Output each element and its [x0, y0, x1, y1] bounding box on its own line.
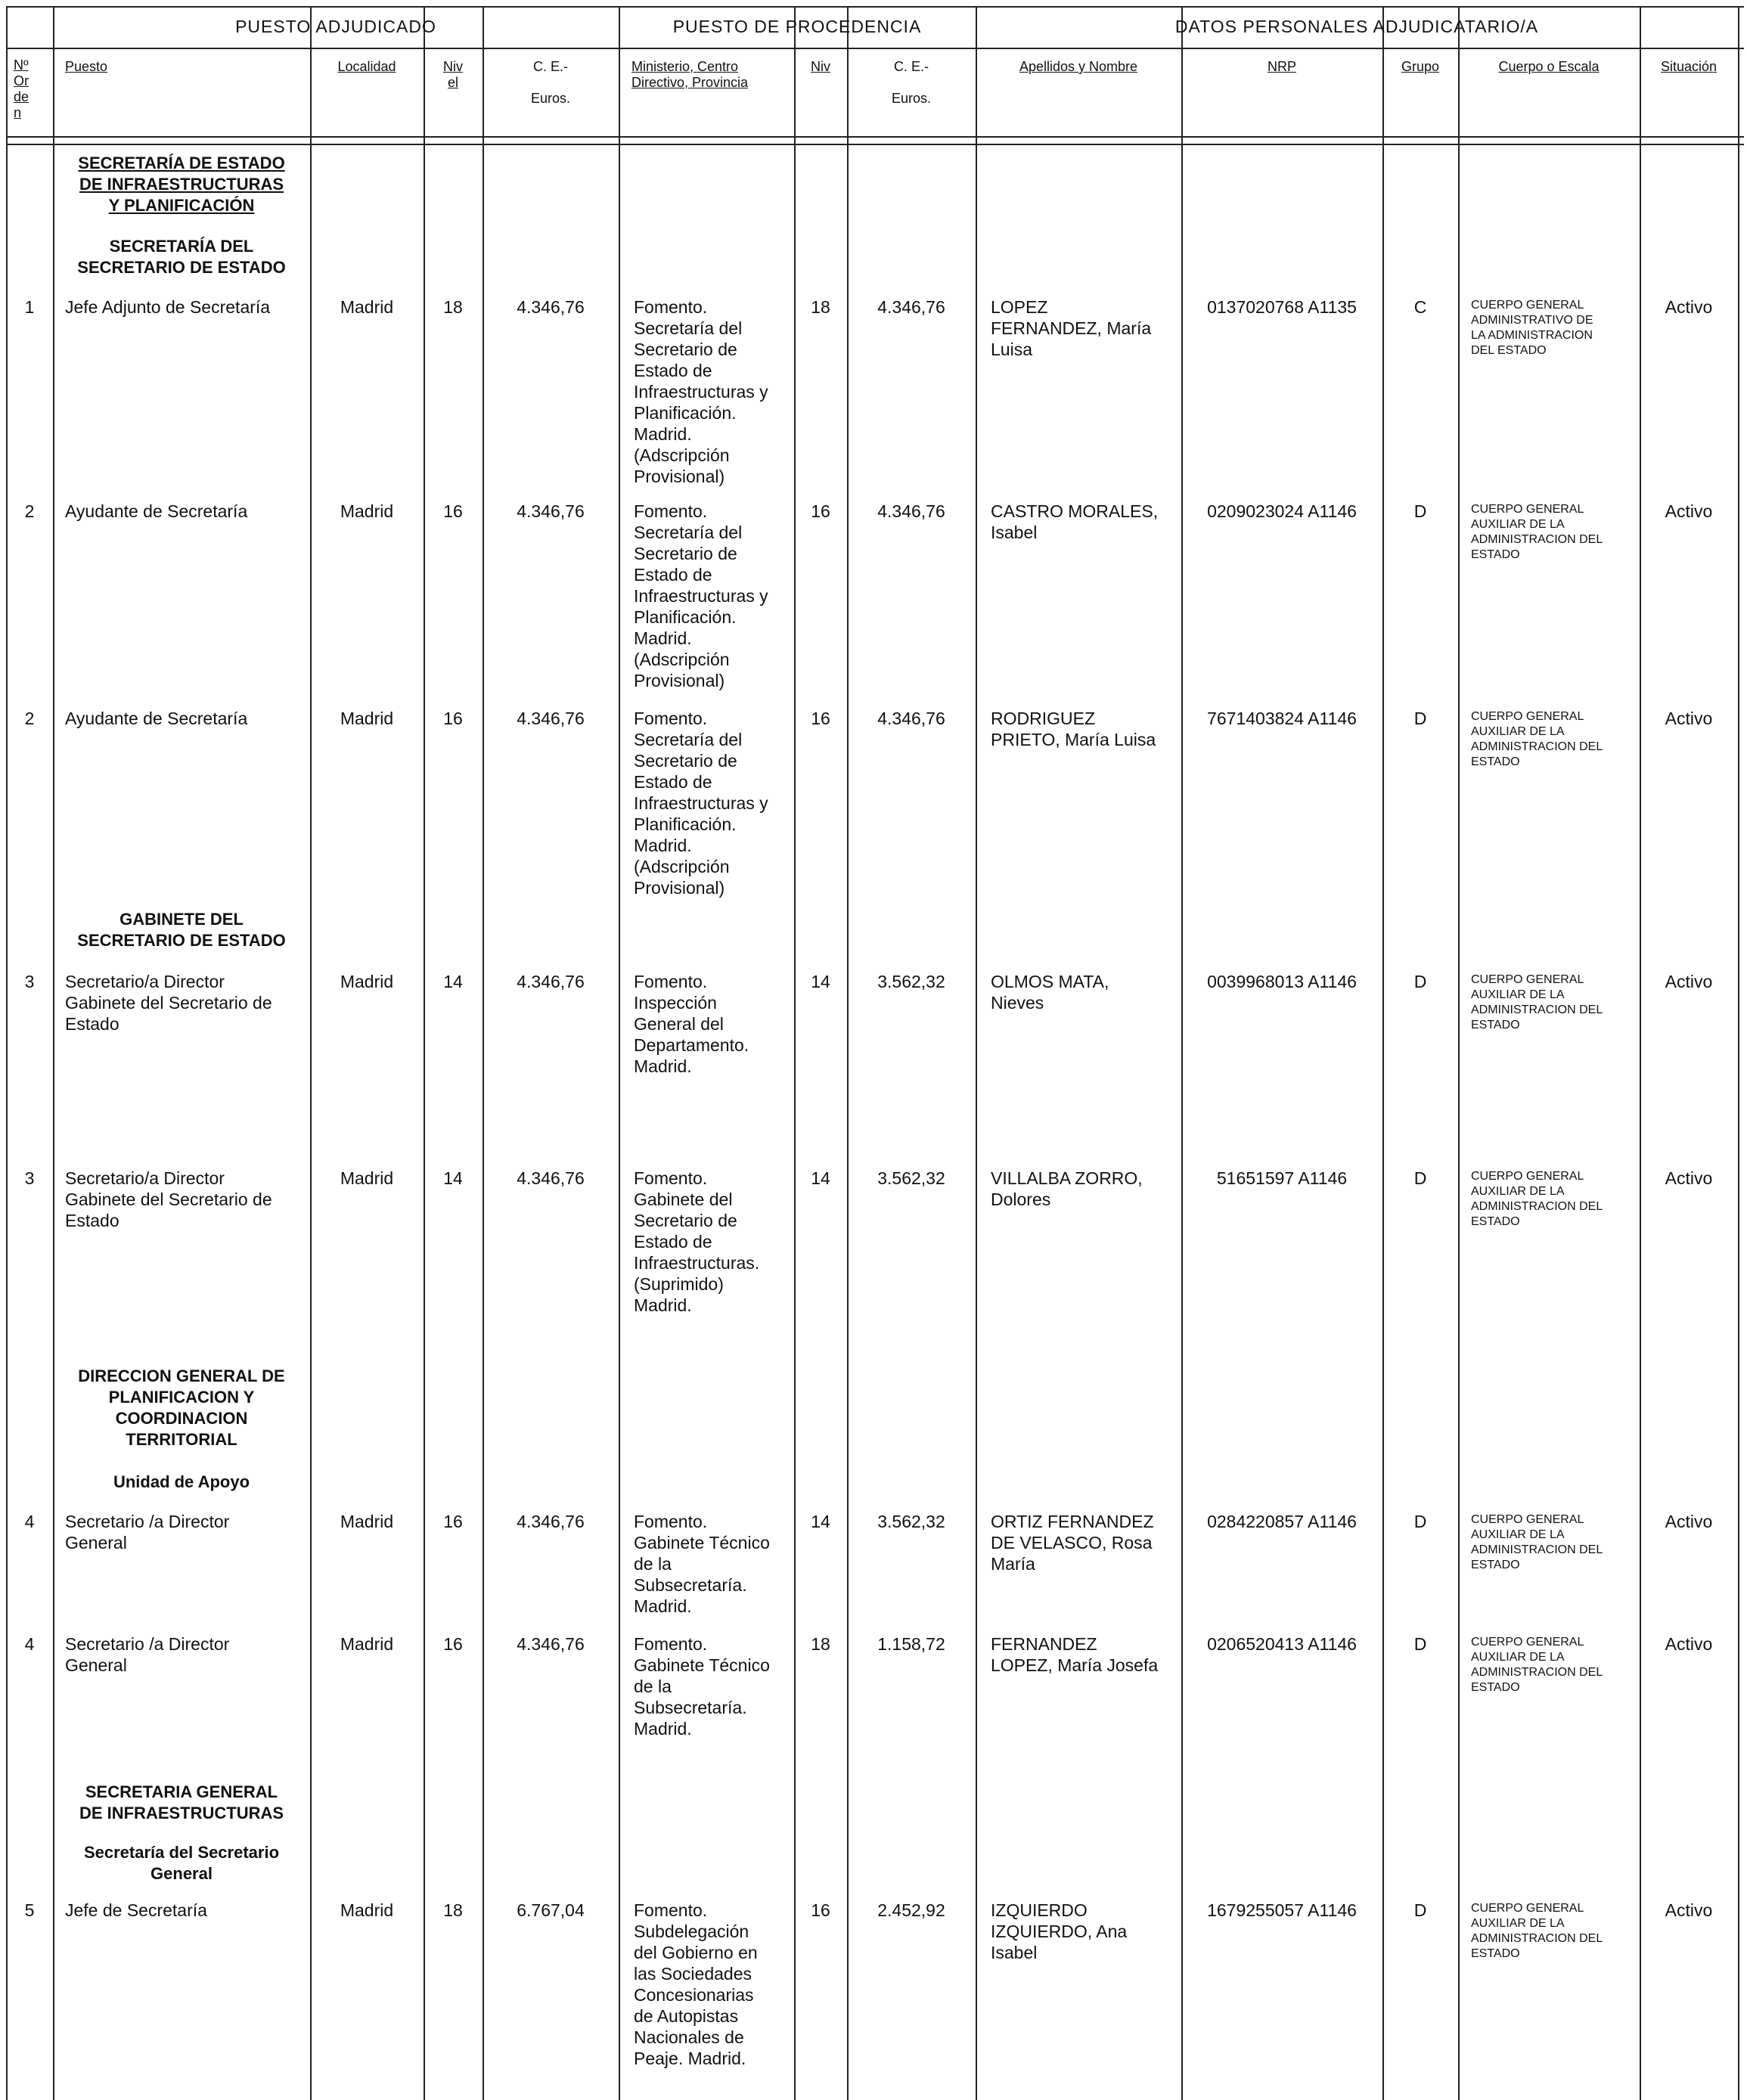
- col-border: [1382, 6, 1384, 2100]
- cell-ce2: 3.562,32: [877, 972, 945, 991]
- cell-grupo: D: [1413, 1168, 1427, 1188]
- cell-orden: 3: [24, 972, 35, 991]
- cell-localidad: Madrid: [340, 1634, 394, 1654]
- col-border: [1738, 6, 1739, 2100]
- column-header-ministerio: Ministerio, Centro Directivo, Provincia: [631, 59, 749, 90]
- column-header-niv: Niv: [811, 59, 830, 74]
- cell-puesto: Ayudante de Secretaría: [65, 501, 248, 521]
- group-header-procedencia: PUESTO DE PROCEDENCIA: [672, 17, 922, 36]
- cell-situacion: Activo: [1665, 709, 1713, 728]
- col-border: [1181, 6, 1183, 2100]
- section-heading: SECRETARIA GENERAL DE INFRAESTRUCTURAS: [79, 1782, 284, 1822]
- cell-localidad: Madrid: [340, 501, 394, 521]
- cell-niv: 18: [811, 1634, 830, 1654]
- cell-puesto: Secretario /a Director General: [65, 1512, 230, 1553]
- cell-ministerio: Fomento. Subdelegación del Gobierno en las Sociedades Concesionarias de Autopistas Nacionales de Peaje. Madrid.: [634, 1900, 758, 2068]
- cell-grupo: D: [1413, 1634, 1427, 1654]
- cell-grupo: C: [1413, 297, 1427, 317]
- section-heading: SECRETARÍA DEL SECRETARIO DE ESTADO: [77, 237, 286, 277]
- cell-ce2: 4.346,76: [877, 501, 945, 521]
- rule-top: [6, 6, 1744, 8]
- cell-cuerpo: CUERPO GENERAL ADMINISTRATIVO DE LA ADMINISTRACION DEL ESTADO: [1471, 299, 1593, 357]
- cell-cuerpo: CUERPO GENERAL AUXILIAR DE LA ADMINISTRACION DEL ESTADO: [1471, 1636, 1603, 1694]
- cell-orden: 4: [24, 1634, 35, 1654]
- cell-niv: 14: [811, 972, 830, 991]
- cell-ce: 4.346,76: [517, 1512, 585, 1531]
- cell-ce: 4.346,76: [517, 1168, 585, 1188]
- section-heading: DIRECCION GENERAL DE PLANIFICACION Y COORDINACION TERRITORIAL: [78, 1366, 285, 1449]
- cell-ce: 4.346,76: [517, 501, 585, 521]
- cell-cuerpo: CUERPO GENERAL AUXILIAR DE LA ADMINISTRACION DEL ESTADO: [1471, 710, 1603, 768]
- cell-localidad: Madrid: [340, 1512, 394, 1531]
- cell-nrp: 1679255057 A1146: [1207, 1900, 1357, 1920]
- cell-orden: 2: [24, 501, 35, 521]
- column-header-grupo: Grupo: [1401, 59, 1440, 74]
- cell-niv: 16: [811, 1900, 830, 1920]
- cell-grupo: D: [1413, 1900, 1427, 1920]
- column-header-apellidos: Apellidos y Nombre: [1019, 59, 1138, 74]
- cell-nrp: 7671403824 A1146: [1207, 709, 1357, 728]
- cell-apellidos: VILLALBA ZORRO, Dolores: [991, 1168, 1143, 1209]
- cell-grupo: D: [1413, 709, 1427, 728]
- rule-body-top: [6, 144, 1744, 145]
- cell-nrp: 0209023024 A1146: [1207, 501, 1357, 521]
- cell-puesto: Secretario/a Director Gabinete del Secretario de Estado: [65, 972, 272, 1034]
- cell-ce2: 2.452,92: [877, 1900, 945, 1920]
- cell-apellidos: CASTRO MORALES, Isabel: [991, 501, 1159, 542]
- cell-apellidos: OLMOS MATA, Nieves: [991, 972, 1109, 1013]
- cell-orden: 5: [24, 1900, 35, 1920]
- rule-group-header: [6, 48, 1744, 49]
- column-header-cuerpo: Cuerpo o Escala: [1498, 59, 1600, 74]
- cell-apellidos: ORTIZ FERNANDEZ DE VELASCO, Rosa María: [991, 1512, 1154, 1574]
- cell-localidad: Madrid: [340, 972, 394, 991]
- cell-ce: 4.346,76: [517, 972, 585, 991]
- cell-puesto: Jefe de Secretaría: [65, 1900, 207, 1920]
- cell-puesto: Secretario/a Director Gabinete del Secretario de Estado: [65, 1168, 272, 1230]
- cell-nrp: 51651597 A1146: [1216, 1168, 1348, 1188]
- cell-ministerio: Fomento. Secretaría del Secretario de Estado de Infraestructuras y Planificación. Madrid. (Adscripción Provisional): [634, 709, 768, 898]
- cell-apellidos: FERNANDEZ LOPEZ, María Josefa: [991, 1634, 1159, 1675]
- cell-grupo: D: [1413, 1512, 1427, 1531]
- cell-nrp: 0137020768 A1135: [1207, 297, 1357, 317]
- cell-situacion: Activo: [1665, 972, 1713, 991]
- cell-nivel: 16: [443, 709, 463, 728]
- group-header-adjudicado: PUESTO ADJUDICADO: [235, 17, 436, 36]
- cell-orden: 1: [24, 297, 35, 317]
- cell-puesto: Ayudante de Secretaría: [65, 709, 248, 728]
- cell-ce2: 1.158,72: [877, 1634, 945, 1654]
- cell-niv: 14: [811, 1168, 830, 1188]
- cell-nivel: 16: [443, 1512, 463, 1531]
- cell-situacion: Activo: [1665, 1900, 1713, 1920]
- col-border: [619, 6, 620, 2100]
- cell-ministerio: Fomento. Inspección General del Departamento. Madrid.: [634, 972, 749, 1076]
- cell-nivel: 16: [443, 1634, 463, 1654]
- cell-ce2: 3.562,32: [877, 1512, 945, 1531]
- cell-nivel: 16: [443, 501, 463, 521]
- cell-cuerpo: CUERPO GENERAL AUXILIAR DE LA ADMINISTRACION DEL ESTADO: [1471, 1513, 1603, 1571]
- cell-niv: 16: [811, 501, 830, 521]
- cell-cuerpo: CUERPO GENERAL AUXILIAR DE LA ADMINISTRACION DEL ESTADO: [1471, 1902, 1603, 1960]
- cell-ministerio: Fomento. Secretaría del Secretario de Estado de Infraestructuras y Planificación. Madrid. (Adscripción Provisional): [634, 297, 768, 486]
- section-heading: Secretaría del Secretario General: [83, 1843, 280, 1883]
- cell-grupo: D: [1413, 501, 1427, 521]
- col-border: [976, 6, 977, 2100]
- cell-apellidos: RODRIGUEZ PRIETO, María Luisa: [991, 709, 1156, 749]
- cell-nivel: 14: [443, 1168, 463, 1188]
- cell-ce: 6.767,04: [517, 1900, 585, 1920]
- cell-ce: 4.346,76: [517, 297, 585, 317]
- cell-orden: 3: [24, 1168, 35, 1188]
- cell-ce2: 4.346,76: [877, 297, 945, 317]
- cell-situacion: Activo: [1665, 1634, 1713, 1654]
- column-header-ce: C. E.- Euros.: [530, 59, 571, 106]
- cell-ce2: 3.562,32: [877, 1168, 945, 1188]
- cell-nivel: 14: [443, 972, 463, 991]
- col-border: [1458, 6, 1460, 2100]
- col-border: [847, 6, 849, 2100]
- cell-localidad: Madrid: [340, 1900, 394, 1920]
- cell-cuerpo: CUERPO GENERAL AUXILIAR DE LA ADMINISTRACION DEL ESTADO: [1471, 1170, 1603, 1228]
- cell-niv: 14: [811, 1512, 830, 1531]
- cell-nrp: 0206520413 A1146: [1207, 1634, 1357, 1654]
- cell-niv: 18: [811, 297, 830, 317]
- cell-situacion: Activo: [1665, 501, 1713, 521]
- cell-apellidos: LOPEZ FERNANDEZ, María Luisa: [991, 297, 1152, 359]
- column-header-nivel: Niv el: [443, 59, 463, 90]
- cell-nrp: 0284220857 A1146: [1207, 1512, 1357, 1531]
- col-border: [310, 6, 312, 2100]
- cell-situacion: Activo: [1665, 1512, 1713, 1531]
- section-heading: Unidad de Apoyo: [113, 1472, 250, 1491]
- column-header-ce2: C. E.- Euros.: [891, 59, 932, 106]
- section-heading: GABINETE DEL SECRETARIO DE ESTADO: [77, 910, 286, 950]
- cell-situacion: Activo: [1665, 1168, 1713, 1188]
- cell-localidad: Madrid: [340, 709, 394, 728]
- column-header-puesto: Puesto: [65, 59, 108, 74]
- column-header-orden: Nº Or de n: [14, 57, 29, 120]
- cell-situacion: Activo: [1665, 297, 1713, 317]
- cell-ministerio: Fomento. Gabinete Técnico de la Subsecretaría. Madrid.: [634, 1512, 770, 1616]
- col-border: [794, 6, 796, 2100]
- column-header-situacion: Situación: [1660, 59, 1718, 74]
- cell-cuerpo: CUERPO GENERAL AUXILIAR DE LA ADMINISTRACION DEL ESTADO: [1471, 503, 1603, 561]
- col-border: [1640, 6, 1641, 2100]
- rule-column-header: [6, 136, 1744, 138]
- group-header-datos: DATOS PERSONALES ADJUDICATARIO/A: [1174, 17, 1539, 36]
- col-border: [483, 6, 484, 2100]
- cell-nivel: 18: [443, 297, 463, 317]
- col-border: [424, 6, 425, 2100]
- cell-ce: 4.346,76: [517, 709, 585, 728]
- cell-ce2: 4.346,76: [877, 709, 945, 728]
- col-border: [6, 6, 8, 2100]
- cell-orden: 4: [24, 1512, 35, 1531]
- cell-puesto: Secretario /a Director General: [65, 1634, 230, 1675]
- column-header-localidad: Localidad: [337, 59, 396, 74]
- cell-nrp: 0039968013 A1146: [1207, 972, 1357, 991]
- cell-ministerio: Fomento. Secretaría del Secretario de Estado de Infraestructuras y Planificación. Madrid. (Adscripción Provisional): [634, 501, 768, 690]
- cell-ministerio: Fomento. Gabinete del Secretario de Estado de Infraestructuras. (Suprimido) Madrid.: [634, 1168, 760, 1315]
- cell-grupo: D: [1413, 972, 1427, 991]
- cell-cuerpo: CUERPO GENERAL AUXILIAR DE LA ADMINISTRACION DEL ESTADO: [1471, 973, 1603, 1031]
- cell-nivel: 18: [443, 1900, 463, 1920]
- cell-localidad: Madrid: [340, 297, 394, 317]
- section-heading: SECRETARÍA DE ESTADO DE INFRAESTRUCTURAS Y PLANIFICACIÓN: [78, 154, 285, 215]
- cell-apellidos: IZQUIERDO IZQUIERDO, Ana Isabel: [991, 1900, 1128, 1962]
- cell-ce: 4.346,76: [517, 1634, 585, 1654]
- column-header-nrp: NRP: [1267, 59, 1296, 74]
- cell-orden: 2: [24, 709, 35, 728]
- cell-ministerio: Fomento. Gabinete Técnico de la Subsecretaría. Madrid.: [634, 1634, 770, 1739]
- cell-niv: 16: [811, 709, 830, 728]
- cell-puesto: Jefe Adjunto de Secretaría: [65, 297, 271, 317]
- cell-localidad: Madrid: [340, 1168, 394, 1188]
